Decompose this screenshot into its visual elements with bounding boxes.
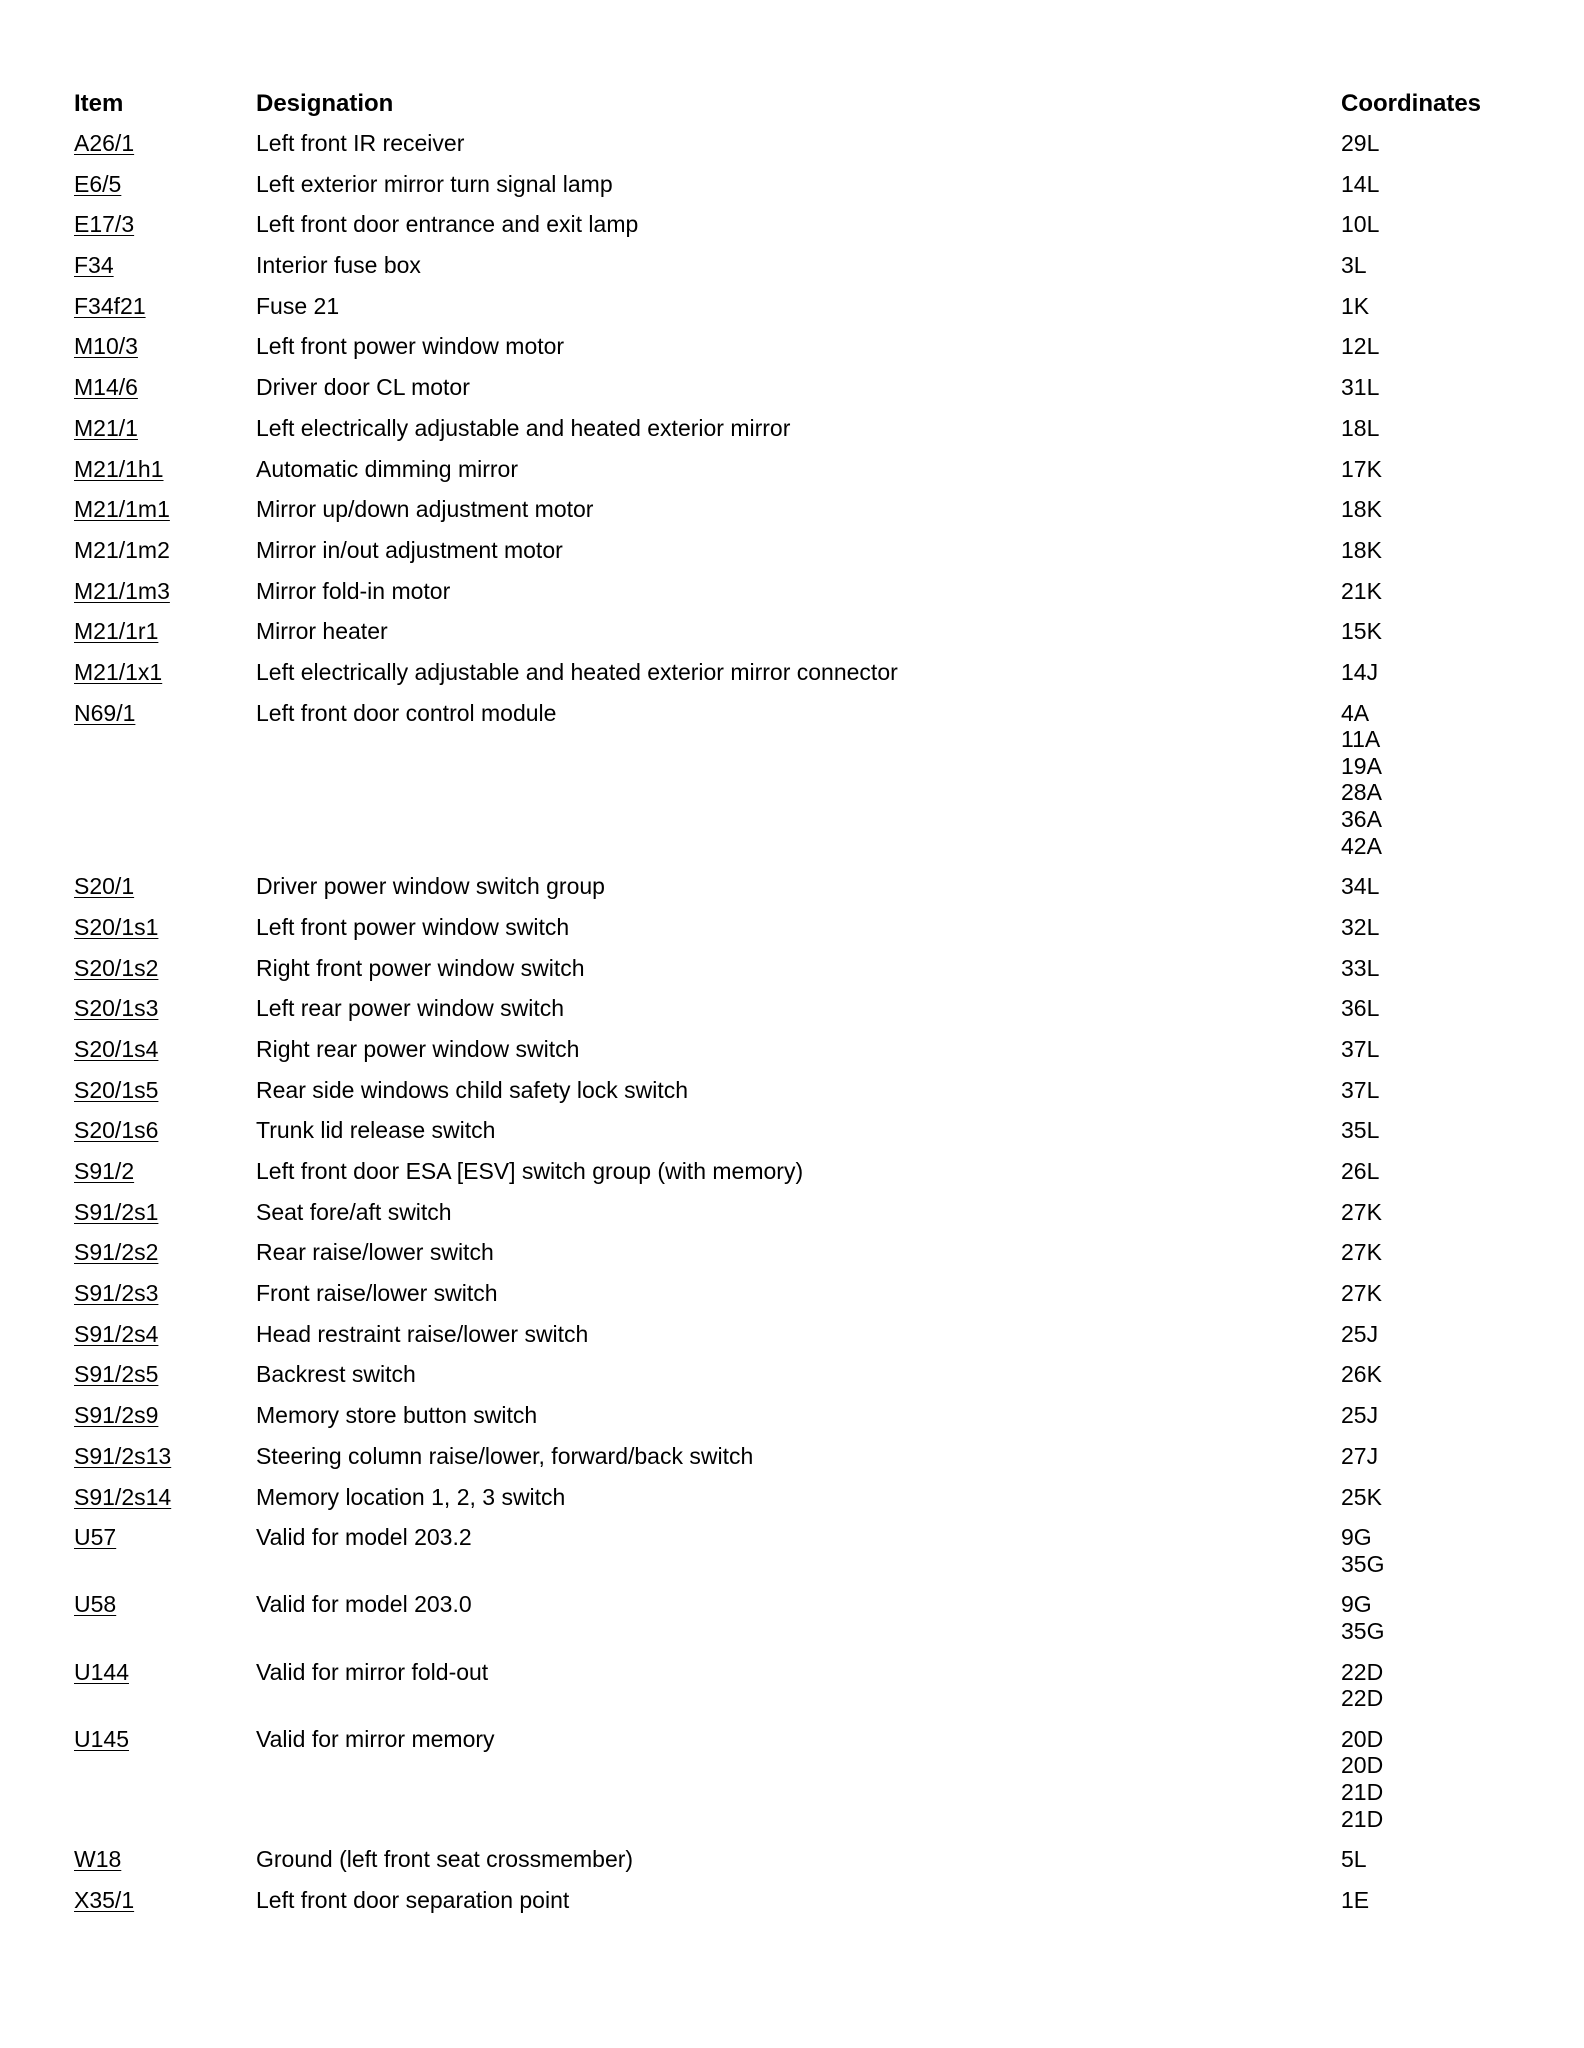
table-row	[0, 618, 1584, 659]
item-code[interactable]: S91/2s13	[74, 1442, 172, 1469]
item-designation: Front raise/lower switch	[256, 1280, 498, 1307]
item-code[interactable]: S20/1s1	[74, 913, 159, 940]
item-coordinates	[1341, 955, 1379, 982]
item-code[interactable]: S91/2s4	[74, 1320, 159, 1347]
coordinate-value: 42A	[1341, 832, 1382, 859]
table-row	[0, 1402, 1584, 1443]
item-coordinates	[1341, 333, 1379, 360]
item-code[interactable]: M10/3	[74, 333, 138, 360]
table-row	[0, 1484, 1584, 1525]
coordinate-value: 33L	[1341, 954, 1380, 981]
item-code[interactable]: E17/3	[74, 211, 135, 238]
table-row	[0, 1158, 1584, 1199]
item-designation: Left electrically adjustable and heated exterior mirror	[256, 414, 791, 441]
table-row	[0, 914, 1584, 955]
item-coordinates	[1341, 130, 1379, 157]
header-item: Item	[74, 90, 124, 117]
coordinate-value: 1E	[1341, 1886, 1370, 1913]
item-coordinates	[1341, 1280, 1382, 1307]
table-row	[0, 1591, 1584, 1658]
table-row	[0, 659, 1584, 700]
item-coordinates	[1341, 415, 1379, 442]
item-coordinates	[1341, 1524, 1384, 1577]
item-designation: Trunk lid release switch	[256, 1117, 496, 1144]
item-designation: Left front door separation point	[256, 1886, 570, 1913]
item-designation: Left rear power window switch	[256, 995, 565, 1022]
item-coordinates	[1341, 374, 1379, 401]
item-code[interactable]: E6/5	[74, 170, 122, 197]
item-designation: Head restraint raise/lower switch	[256, 1320, 589, 1347]
item-coordinates	[1341, 1036, 1379, 1063]
item-code[interactable]: M21/1r1	[74, 618, 159, 645]
component-table	[0, 130, 1584, 1928]
header-coordinates: Coordinates	[1341, 90, 1482, 117]
coordinate-value: 20D	[1341, 1752, 1384, 1779]
item-code[interactable]: W18	[74, 1846, 122, 1873]
coordinate-value: 12L	[1341, 333, 1380, 360]
coordinate-value: 5L	[1341, 1846, 1367, 1873]
item-designation: Mirror in/out adjustment motor	[256, 536, 563, 563]
table-row	[0, 333, 1584, 374]
item-designation: Driver power window switch group	[256, 873, 605, 900]
item-coordinates	[1341, 873, 1379, 900]
item-designation: Right rear power window switch	[256, 1035, 580, 1062]
coordinate-value: 14L	[1341, 170, 1380, 197]
coordinate-value: 22D	[1341, 1658, 1384, 1685]
item-designation: Left electrically adjustable and heated exterior mirror connector	[256, 658, 898, 685]
item-coordinates	[1341, 1321, 1378, 1348]
coordinate-value: 18L	[1341, 414, 1380, 441]
coordinate-value: 19A	[1341, 752, 1382, 779]
table-row	[0, 955, 1584, 996]
coordinate-value: 11A	[1341, 726, 1381, 753]
item-code[interactable]: S20/1	[74, 873, 135, 900]
coordinate-value: 32L	[1341, 913, 1380, 940]
item-coordinates	[1341, 914, 1379, 941]
table-row	[0, 1524, 1584, 1591]
table-header	[0, 90, 1584, 120]
item-designation: Left front power window switch	[256, 913, 570, 940]
item-coordinates	[1341, 1887, 1369, 1914]
item-coordinates	[1341, 1443, 1378, 1470]
table-row	[0, 1077, 1584, 1118]
coordinate-value: 27J	[1341, 1442, 1379, 1469]
item-code[interactable]: M21/1h1	[74, 455, 164, 482]
item-designation: Valid for model 203.0	[256, 1591, 472, 1618]
table-row	[0, 578, 1584, 619]
coordinate-value: 20D	[1341, 1725, 1384, 1752]
coordinate-value: 25J	[1341, 1320, 1379, 1347]
item-coordinates	[1341, 211, 1379, 238]
item-code[interactable]: A26/1	[74, 130, 135, 156]
item-designation: Right front power window switch	[256, 954, 585, 981]
coordinate-value: 29L	[1341, 130, 1380, 156]
item-coordinates	[1341, 537, 1382, 564]
table-row	[0, 252, 1584, 293]
item-designation: Rear raise/lower switch	[256, 1239, 494, 1266]
table-row	[0, 1321, 1584, 1362]
table-row	[0, 1239, 1584, 1280]
item-designation: Interior fuse box	[256, 252, 421, 279]
item-code[interactable]: S91/2s5	[74, 1361, 159, 1388]
coordinate-value: 21D	[1341, 1805, 1384, 1832]
item-designation: Automatic dimming mirror	[256, 455, 518, 482]
item-code[interactable]: S20/1s2	[74, 954, 159, 981]
coordinate-value: 9G	[1341, 1591, 1372, 1618]
item-designation: Mirror heater	[256, 618, 388, 645]
coordinate-value: 37L	[1341, 1076, 1380, 1103]
item-code[interactable]: M21/1m1	[74, 496, 170, 523]
item-coordinates	[1341, 171, 1379, 198]
coordinate-value: 28A	[1341, 779, 1382, 806]
item-designation: Valid for model 203.2	[256, 1524, 472, 1551]
coordinate-value: 9G	[1341, 1524, 1372, 1551]
item-code[interactable]: S20/1s5	[74, 1076, 159, 1103]
item-designation: Valid for mirror fold-out	[256, 1658, 489, 1685]
coordinate-value: 35G	[1341, 1618, 1385, 1644]
coordinate-value: 14J	[1341, 658, 1379, 685]
coordinate-value: 35L	[1341, 1117, 1380, 1144]
coordinate-value: 37L	[1341, 1035, 1380, 1062]
coordinate-value: 36L	[1341, 995, 1380, 1022]
item-code[interactable]: S20/1s6	[74, 1117, 159, 1144]
item-code[interactable]: F34f21	[74, 292, 146, 319]
coordinate-value: 4A	[1341, 699, 1370, 726]
item-designation: Memory store button switch	[256, 1402, 538, 1429]
item-coordinates	[1341, 1361, 1382, 1388]
table-row	[0, 1659, 1584, 1726]
coordinate-value: 27K	[1341, 1198, 1382, 1225]
coordinate-value: 1K	[1341, 292, 1370, 319]
coordinate-value: 18K	[1341, 536, 1382, 563]
item-coordinates	[1341, 1659, 1383, 1712]
item-designation: Backrest switch	[256, 1361, 416, 1388]
table-row	[0, 537, 1584, 578]
item-coordinates	[1341, 1402, 1378, 1429]
coordinate-value: 34L	[1341, 873, 1380, 900]
coordinate-value: 21K	[1341, 577, 1382, 604]
item-designation: Rear side windows child safety lock switch	[256, 1076, 689, 1103]
item-designation: Left front power window motor	[256, 333, 565, 360]
coordinate-value: 35G	[1341, 1550, 1385, 1577]
item-code: M21/1m2	[74, 536, 170, 563]
coordinate-value: 25J	[1341, 1402, 1379, 1429]
item-designation: Mirror up/down adjustment motor	[256, 496, 594, 523]
table-row	[0, 1199, 1584, 1240]
table-row	[0, 995, 1584, 1036]
item-code[interactable]: U145	[74, 1725, 129, 1752]
table-row	[0, 293, 1584, 334]
table-row	[0, 456, 1584, 497]
coordinate-value: 26K	[1341, 1361, 1382, 1388]
coordinate-value: 18K	[1341, 496, 1382, 523]
item-coordinates	[1341, 995, 1379, 1022]
item-designation: Fuse 21	[256, 292, 340, 319]
coordinate-value: 15K	[1341, 618, 1382, 645]
coordinate-value: 10L	[1341, 211, 1380, 238]
table-row	[0, 496, 1584, 537]
item-designation: Left front IR receiver	[256, 130, 465, 156]
item-coordinates	[1341, 252, 1367, 279]
table-row	[0, 1361, 1584, 1402]
item-designation: Left front door control module	[256, 699, 557, 726]
item-coordinates	[1341, 1846, 1367, 1873]
item-coordinates	[1341, 659, 1378, 686]
item-coordinates	[1341, 700, 1382, 860]
item-code[interactable]: S91/2s3	[74, 1280, 159, 1307]
item-code[interactable]: F34	[74, 252, 114, 279]
coordinate-value: 22D	[1341, 1685, 1384, 1712]
coordinate-value: 3L	[1341, 252, 1367, 279]
table-row	[0, 1117, 1584, 1158]
item-coordinates	[1341, 456, 1382, 483]
item-coordinates	[1341, 1117, 1379, 1144]
item-code[interactable]: U144	[74, 1658, 129, 1685]
table-row	[0, 1280, 1584, 1321]
item-coordinates	[1341, 496, 1382, 523]
coordinate-value: 26L	[1341, 1158, 1380, 1185]
item-coordinates	[1341, 1591, 1384, 1644]
item-coordinates	[1341, 618, 1382, 645]
coordinate-value: 27K	[1341, 1280, 1382, 1307]
item-designation: Valid for mirror memory	[256, 1725, 495, 1752]
table-row	[0, 1887, 1584, 1928]
table-row	[0, 1846, 1584, 1887]
item-code[interactable]: M14/6	[74, 374, 138, 401]
coordinate-value: 31L	[1341, 374, 1380, 401]
item-code[interactable]: M21/1	[74, 414, 138, 441]
item-code[interactable]: S91/2s9	[74, 1402, 159, 1429]
item-designation: Ground (left front seat crossmember)	[256, 1846, 634, 1873]
table-row	[0, 415, 1584, 456]
item-code[interactable]: X35/1	[74, 1886, 135, 1913]
item-coordinates	[1341, 1158, 1379, 1185]
item-coordinates	[1341, 1077, 1379, 1104]
table-row	[0, 1036, 1584, 1077]
item-coordinates	[1341, 293, 1369, 320]
table-row	[0, 171, 1584, 212]
item-designation: Left front door entrance and exit lamp	[256, 211, 639, 238]
table-row	[0, 211, 1584, 252]
table-row	[0, 1443, 1584, 1484]
header-designation: Designation	[256, 90, 394, 117]
table-row	[0, 374, 1584, 415]
item-designation: Memory location 1, 2, 3 switch	[256, 1483, 566, 1510]
table-row	[0, 130, 1584, 171]
item-code[interactable]: M21/1x1	[74, 658, 163, 685]
item-designation: Left front door ESA [ESV] switch group (with memory)	[256, 1158, 804, 1185]
item-code[interactable]: S91/2s14	[74, 1483, 172, 1510]
item-code[interactable]: S91/2s1	[74, 1198, 159, 1225]
table-row	[0, 873, 1584, 914]
coordinate-value: 27K	[1341, 1239, 1382, 1266]
item-coordinates	[1341, 1484, 1382, 1511]
coordinate-value: 36A	[1341, 806, 1382, 832]
item-coordinates	[1341, 578, 1382, 605]
coordinate-value: 25K	[1341, 1483, 1382, 1510]
item-coordinates	[1341, 1726, 1383, 1832]
item-coordinates	[1341, 1239, 1382, 1266]
item-code[interactable]: S91/2s2	[74, 1239, 159, 1266]
item-code[interactable]: S91/2	[74, 1158, 135, 1185]
coordinate-value: 21D	[1341, 1778, 1384, 1805]
item-code[interactable]: M21/1m3	[74, 577, 170, 604]
item-code[interactable]: N69/1	[74, 699, 136, 726]
table-row	[0, 1726, 1584, 1846]
item-designation: Steering column raise/lower, forward/back switch	[256, 1442, 754, 1469]
item-coordinates	[1341, 1199, 1382, 1226]
item-designation: Mirror fold-in motor	[256, 577, 451, 604]
item-designation: Left exterior mirror turn signal lamp	[256, 170, 613, 197]
item-code[interactable]: U57	[74, 1524, 117, 1551]
item-code[interactable]: S20/1s3	[74, 995, 159, 1022]
table-row	[0, 700, 1584, 874]
item-code[interactable]: S20/1s4	[74, 1035, 159, 1062]
item-code[interactable]: U58	[74, 1591, 117, 1618]
item-designation: Seat fore/aft switch	[256, 1198, 452, 1225]
item-designation: Driver door CL motor	[256, 374, 470, 401]
coordinate-value: 17K	[1341, 455, 1382, 482]
